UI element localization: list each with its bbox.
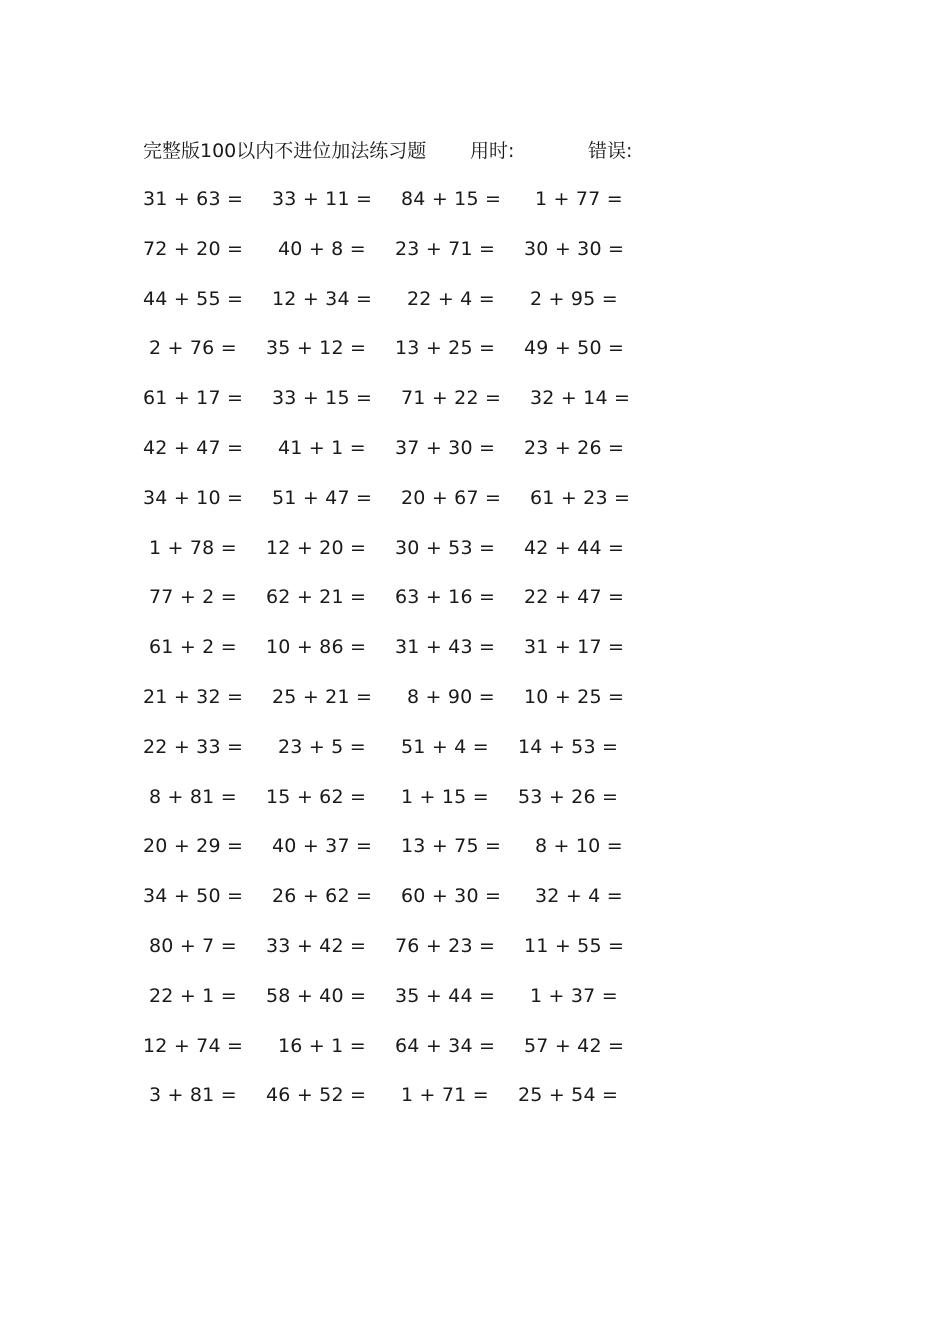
problem-r6-c4: 23 + 26 = (524, 437, 625, 459)
problem-r6-c3: 37 + 30 = (395, 437, 496, 459)
problem-r9-c4: 22 + 47 = (524, 586, 625, 608)
problem-r9-c2: 62 + 21 = (266, 586, 367, 608)
problem-r1-c1: 31 + 63 = (143, 188, 244, 210)
problem-r13-c2: 15 + 62 = (266, 786, 367, 808)
problem-r11-c3: 8 + 90 = (407, 686, 495, 708)
problem-r11-c4: 10 + 25 = (524, 686, 625, 708)
error-label: 错误: (588, 140, 633, 162)
problem-r7-c2: 51 + 47 = (272, 487, 373, 509)
problem-r5-c4: 32 + 14 = (530, 387, 631, 409)
problem-r12-c4: 14 + 53 = (518, 736, 619, 758)
problem-r18-c2: 16 + 1 = (278, 1035, 366, 1057)
problem-r7-c3: 20 + 67 = (401, 487, 502, 509)
problem-r11-c2: 25 + 21 = (272, 686, 373, 708)
problem-r7-c4: 61 + 23 = (530, 487, 631, 509)
problem-r15-c4: 32 + 4 = (535, 885, 623, 907)
problem-r17-c3: 35 + 44 = (395, 985, 496, 1007)
problem-r10-c4: 31 + 17 = (524, 636, 625, 658)
problem-r8-c1: 1 + 78 = (149, 537, 237, 559)
problem-r10-c3: 31 + 43 = (395, 636, 496, 658)
problem-r2-c3: 23 + 71 = (395, 238, 496, 260)
problem-r18-c1: 12 + 74 = (143, 1035, 244, 1057)
problem-r5-c2: 33 + 15 = (272, 387, 373, 409)
problem-r15-c1: 34 + 50 = (143, 885, 244, 907)
problem-r12-c1: 22 + 33 = (143, 736, 244, 758)
problem-r14-c2: 40 + 37 = (272, 835, 373, 857)
problem-r10-c2: 10 + 86 = (266, 636, 367, 658)
problem-r16-c1: 80 + 7 = (149, 935, 237, 957)
problem-r15-c3: 60 + 30 = (401, 885, 502, 907)
problem-r17-c4: 1 + 37 = (530, 985, 618, 1007)
problem-r11-c1: 21 + 32 = (143, 686, 244, 708)
problem-r12-c3: 51 + 4 = (401, 736, 489, 758)
problem-r17-c2: 58 + 40 = (266, 985, 367, 1007)
problem-r14-c3: 13 + 75 = (401, 835, 502, 857)
problem-r17-c1: 22 + 1 = (149, 985, 237, 1007)
problem-r13-c1: 8 + 81 = (149, 786, 237, 808)
problem-r2-c4: 30 + 30 = (524, 238, 625, 260)
problem-r8-c4: 42 + 44 = (524, 537, 625, 559)
problem-r8-c2: 12 + 20 = (266, 537, 367, 559)
problem-r18-c3: 64 + 34 = (395, 1035, 496, 1057)
problem-r3-c2: 12 + 34 = (272, 288, 373, 310)
problem-r19-c1: 3 + 81 = (149, 1084, 237, 1106)
problem-r3-c3: 22 + 4 = (407, 288, 495, 310)
problem-r6-c2: 41 + 1 = (278, 437, 366, 459)
problem-r9-c1: 77 + 2 = (149, 586, 237, 608)
problem-r1-c4: 1 + 77 = (535, 188, 623, 210)
problem-r5-c1: 61 + 17 = (143, 387, 244, 409)
problem-r4-c4: 49 + 50 = (524, 337, 625, 359)
problem-r18-c4: 57 + 42 = (524, 1035, 625, 1057)
problem-r16-c4: 11 + 55 = (524, 935, 625, 957)
problem-r2-c2: 40 + 8 = (278, 238, 366, 260)
problem-r10-c1: 61 + 2 = (149, 636, 237, 658)
problem-r8-c3: 30 + 53 = (395, 537, 496, 559)
problem-r5-c3: 71 + 22 = (401, 387, 502, 409)
problem-r4-c1: 2 + 76 = (149, 337, 237, 359)
problem-r19-c4: 25 + 54 = (518, 1084, 619, 1106)
problem-r14-c4: 8 + 10 = (535, 835, 623, 857)
problem-r16-c2: 33 + 42 = (266, 935, 367, 957)
problem-r2-c1: 72 + 20 = (143, 238, 244, 260)
worksheet-title: 完整版100以内不进位加法练习题 (143, 140, 427, 162)
problem-r1-c3: 84 + 15 = (401, 188, 502, 210)
problem-r3-c1: 44 + 55 = (143, 288, 244, 310)
problem-r13-c4: 53 + 26 = (518, 786, 619, 808)
time-label: 用时: (470, 140, 515, 162)
problem-r13-c3: 1 + 15 = (401, 786, 489, 808)
problem-r12-c2: 23 + 5 = (278, 736, 366, 758)
problem-r19-c2: 46 + 52 = (266, 1084, 367, 1106)
problem-r15-c2: 26 + 62 = (272, 885, 373, 907)
problem-r4-c2: 35 + 12 = (266, 337, 367, 359)
problem-r7-c1: 34 + 10 = (143, 487, 244, 509)
problem-r1-c2: 33 + 11 = (272, 188, 373, 210)
problem-r16-c3: 76 + 23 = (395, 935, 496, 957)
problem-r3-c4: 2 + 95 = (530, 288, 618, 310)
problem-r6-c1: 42 + 47 = (143, 437, 244, 459)
problem-r9-c3: 63 + 16 = (395, 586, 496, 608)
problem-r14-c1: 20 + 29 = (143, 835, 244, 857)
problem-r4-c3: 13 + 25 = (395, 337, 496, 359)
problem-r19-c3: 1 + 71 = (401, 1084, 489, 1106)
